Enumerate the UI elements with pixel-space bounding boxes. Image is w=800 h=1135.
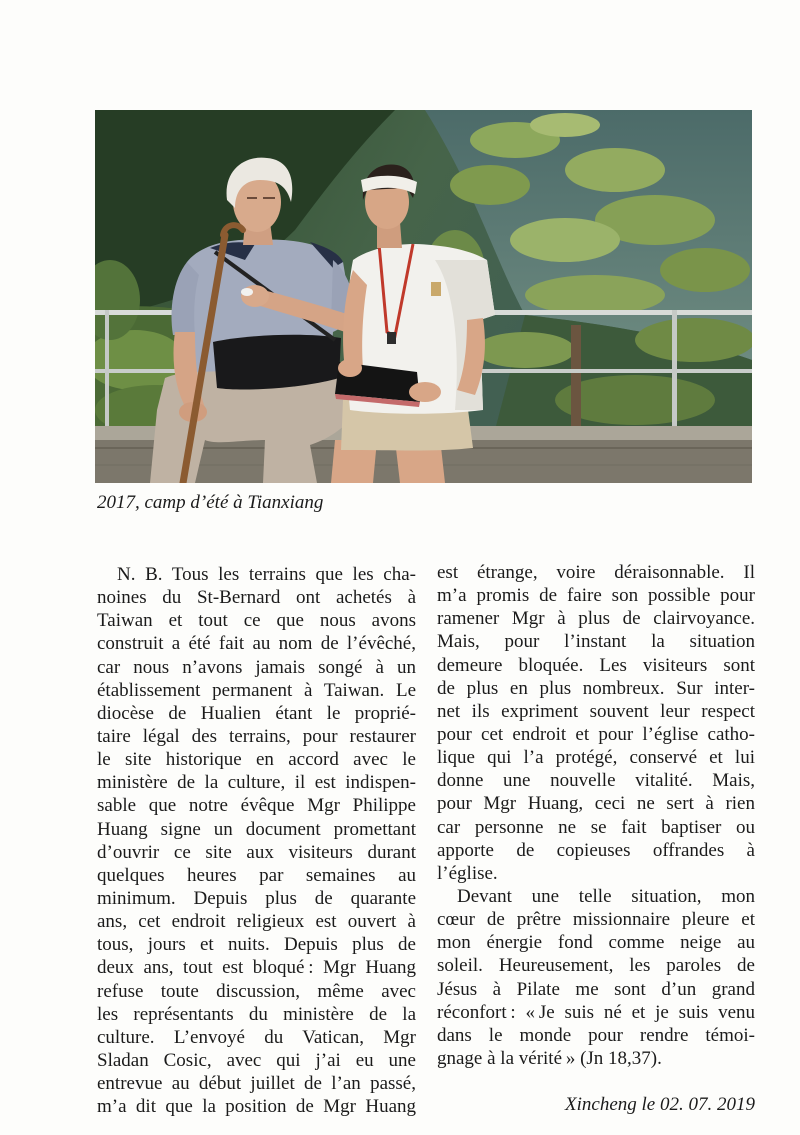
left-column-line: minimum. Depuis plus de quarante [97,887,416,909]
right-column-line: car personne ne se fait baptiser ou [437,816,755,838]
right-column-line: est étrange, voire déraisonnable. Il [437,562,755,583]
photo-illustration [95,110,752,483]
right-column-line: pour Mgr Huang, ceci ne sert à rien [437,793,755,815]
left-column-line: N. B. Tous les terrains que les cha- [117,564,416,585]
place-date-signature: Xincheng le 02. 07. 2019 [565,1094,755,1115]
left-column-line: Sladan Cosic, avec qui j’ai eu une [97,1049,416,1071]
left-column-line: refuse toute discussion, même avec [97,980,416,1002]
left-column-line: culture. L’envoyé du Vatican, Mgr [97,1026,416,1048]
right-column-line: réconfort : « Je suis né et je suis venu [437,1001,755,1023]
left-column-line: construit a été fait au nom de l’évêché, [97,633,416,655]
right-column-line: Mais, pour l’instant la situation [437,631,755,653]
left-column-line: car nous n’avons jamais songé à un [97,656,416,678]
right-column-line: gnage à la vérité » (Jn 18,37). [437,1047,662,1069]
right-column-line: de plus en plus nombreux. Sur inter- [437,677,755,699]
right-column-line: dans le monde pour rendre témoi- [437,1024,755,1046]
photo [95,110,752,483]
right-column-line: lique qui l’a protégé, conservé et lui [437,747,755,769]
right-column-line: pour cet endroit et pour l’église catho- [437,723,755,745]
left-column-line: ans, cet endroit religieux est ouvert à [97,911,416,933]
left-column-line: ministère de la culture, il est indispen- [97,772,416,794]
left-column-line: d’ouvrir ce site aux visiteurs durant [97,841,416,863]
right-column-line: l’église. [437,862,498,884]
right-column-line: net ils expriment souvent leur respect [437,700,755,722]
right-column-line: ramener Mgr à plus de clairvoyance. [437,608,755,630]
right-column-line: apporte de copieuses offrandes à [437,839,755,861]
left-column-line: entrevue au début juillet de l’an passé, [97,1073,416,1095]
left-column-line: deux ans, tout est bloqué : Mgr Huang [97,957,416,979]
right-column-line: soleil. Heureusement, les paroles de [437,955,755,977]
left-column-line: sable que notre évêque Mgr Philippe [97,795,416,817]
left-column-line: le site historique en accord avec le [97,749,416,771]
right-column-line: demeure bloquée. Les visiteurs sont [437,654,755,676]
left-text-column [97,563,416,1118]
right-column-line: Devant une telle situation, mon [457,885,755,907]
right-column-line: cœur de prêtre missionnaire pleure et [437,909,755,931]
left-column-line: m’a dit que la position de Mgr Huang [97,1096,416,1118]
left-column-line: tous, jours et nuits. Depuis plus de [97,934,416,956]
photo-caption: 2017, camp d’été à Tianxiang [97,492,324,513]
left-column-line: Taiwan et tout ce que nous avons [97,610,416,632]
left-column-line: taire légal des terrains, pour restaurer [97,725,416,747]
right-column-line: Jésus à Pilate me sont d’un grand [437,978,755,1000]
right-column-line: mon énergie fond comme neige au [437,932,755,954]
left-column-line: les représentants du ministère de la [97,1003,416,1025]
right-column-line: m’a promis de faire son possible pour [437,585,755,607]
left-column-line: quelques heures par semaines au [97,864,416,886]
left-column-line: diocèse de Hualien étant le proprié- [97,702,416,724]
right-column-line: donne une nouvelle vitalité. Mais, [437,770,755,792]
right-text-column [437,561,755,1070]
left-column-line: noines du St-Bernard ont achetés à [97,587,416,609]
left-column-line: établissement permanent à Taiwan. Le [97,679,416,701]
left-column-line: Huang signe un document promettant [97,818,416,840]
